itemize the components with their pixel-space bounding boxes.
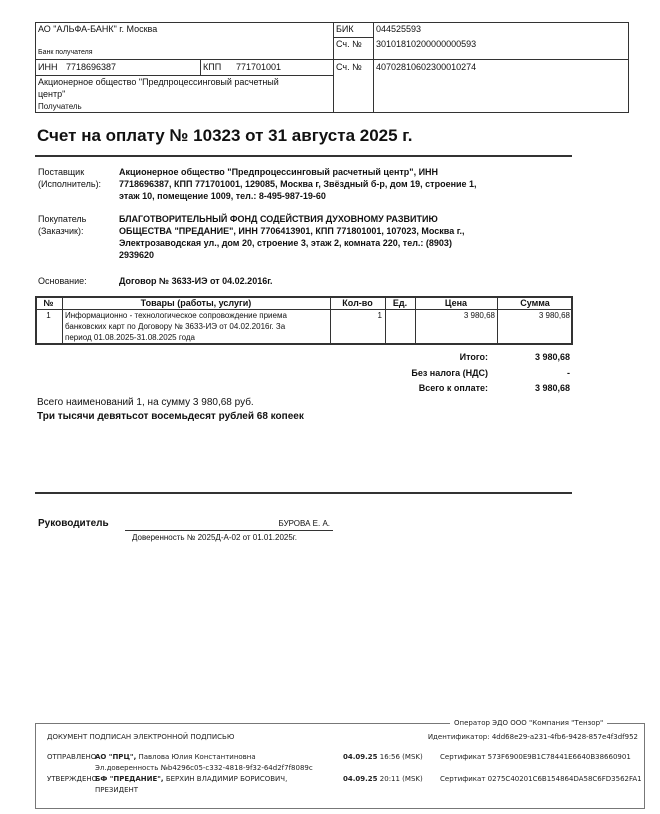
edo-status: УТВЕРЖДЕНО <box>47 775 98 783</box>
bik-value: 044525593 <box>376 24 422 34</box>
edo-signed-label: ДОКУМЕНТ ПОДПИСАН ЭЛЕКТРОННОЙ ПОДПИСЬЮ <box>47 733 235 741</box>
col-header-price: Цена <box>444 298 468 308</box>
buyer-label-2: (Заказчик): <box>38 226 84 236</box>
supplier-line: этаж 10, помещение 1009, тел.: 8-495-987-19-60 <box>119 191 326 201</box>
bik-label: БИК <box>336 24 354 34</box>
supplier-line: Акционерное общество "Предпроцессинговый расчетный центр", ИНН <box>119 167 439 177</box>
edo-date: 04.09.25 <box>343 775 378 783</box>
inn-label: ИНН <box>38 62 58 72</box>
kpp-label: КПП <box>203 62 222 72</box>
due-label: Всего к оплате: <box>418 383 488 393</box>
row-price: 3 980,68 <box>463 311 495 320</box>
signature-role: Руководитель <box>38 518 109 529</box>
page-title: Счет на оплату № 10323 от 31 августа 2025 г. <box>37 126 413 145</box>
row-number: 1 <box>46 311 51 320</box>
tax-label: Без налога (НДС) <box>411 368 488 378</box>
edo-identifier: Идентификатор: 4dd68e29-a231-4fb6-9428-857e4f3df952 <box>427 733 638 741</box>
edo-org: АО "ПРЦ", <box>95 753 137 761</box>
edo-operator: Оператор ЭДО ООО "Компания "Тензор" <box>450 719 607 727</box>
divider <box>35 155 572 157</box>
edo-extra: ПРЕЗИДЕНТ <box>95 786 139 794</box>
items-summary: Всего наименований 1, на сумму 3 980,68 руб. <box>37 397 254 408</box>
edo-org: БФ "ПРЕДАНИЕ", <box>95 775 164 783</box>
edo-extra: Эл.доверенность №b4296c05-c332-4818-9f32-64d2f7f8089c <box>95 764 313 772</box>
row-qty: 1 <box>377 311 382 320</box>
amount-in-words: Три тысячи девятьсот восемьдесят рублей 68 копеек <box>37 411 304 422</box>
row-description: банковских карт по Договору № 3633-ИЭ от 04.02.2016г. За <box>65 322 286 331</box>
basis-label: Основание: <box>38 276 87 286</box>
buyer-line: Электрозаводская ул., дом 20, строение 3, этаж 2, комната 220, тел.: (8903) <box>119 238 452 248</box>
bank-name: АО "АЛЬФА-БАНК" г. Москва <box>38 24 158 34</box>
row-description: Информационно - технологическое сопровождение приема <box>65 311 287 320</box>
edo-time: 20:11 (MSK) <box>379 775 423 783</box>
col-header-qty: Кол-во <box>342 298 373 308</box>
col-header-number: № <box>43 298 54 308</box>
col-header-goods: Товары (работы, услуги) <box>140 298 252 308</box>
buyer-line: ОБЩЕСТВА "ПРЕДАНИЕ", ИНН 7706413901, КПП 771801001, 107023, Москва г., <box>119 226 465 236</box>
recipient-name: Акционерное общество "Предпроцессинговый расчетный <box>38 77 279 87</box>
buyer-line: 2939620 <box>119 250 155 260</box>
account-value: 40702810602300010274 <box>376 62 477 72</box>
edo-date: 04.09.25 <box>343 753 378 761</box>
edo-status: ОТПРАВЛЕНО <box>47 753 97 761</box>
row-sum: 3 980,68 <box>538 311 570 320</box>
row-description: период 01.08.2025-31.08.2025 года <box>65 333 195 342</box>
edo-cert: Сертификат 573F6900E9B1C78441E6640B38660901 <box>440 753 631 761</box>
supplier-line: 7718696387, КПП 771701001, 129085, Москва г, Звёздный б-р, дом 19, строение 1, <box>119 179 477 189</box>
recipient-name-cont: центр" <box>38 89 66 99</box>
basis-value: Договор № 3633-ИЭ от 04.02.2016г. <box>119 276 273 286</box>
corr-label: Сч. № <box>336 39 362 49</box>
buyer-label: Покупатель <box>38 214 87 224</box>
signature-name: БУРОВА Е. А. <box>278 519 330 528</box>
recipient-label: Получатель <box>38 102 82 111</box>
edo-person: Павлова Юлия Константиновна <box>138 753 256 761</box>
col-header-sum: Сумма <box>520 298 550 308</box>
kpp-value: 771701001 <box>236 62 282 72</box>
signature-proxy: Доверенность № 2025Д-А-02 от 01.01.2025г. <box>132 533 297 542</box>
supplier-label: Поставщик <box>38 167 85 177</box>
buyer-line: БЛАГОТВОРИТЕЛЬНЫЙ ФОНД СОДЕЙСТВИЯ ДУХОВНОМУ РАЗВИТИЮ <box>119 214 438 224</box>
bank-label: Банк получателя <box>38 49 93 56</box>
corr-account: 30101810200000000593 <box>376 39 477 49</box>
edo-cert: Сертификат 0275C40201C6B154864DA58C6FD3562FA1 <box>440 775 642 783</box>
supplier-label-2: (Исполнитель): <box>38 179 102 189</box>
edo-person: БЕРХИН ВЛАДИМИР БОРИСОВИЧ, <box>165 775 288 783</box>
total-label: Итого: <box>459 352 488 362</box>
due-value: 3 980,68 <box>534 383 570 393</box>
col-header-unit: Ед. <box>392 298 408 308</box>
inn-value: 7718696387 <box>66 62 117 72</box>
divider <box>35 492 572 494</box>
tax-value: - <box>567 368 570 378</box>
total-value: 3 980,68 <box>534 352 570 362</box>
edo-time: 16:56 (MSK) <box>379 753 423 761</box>
account-label: Сч. № <box>336 62 362 72</box>
